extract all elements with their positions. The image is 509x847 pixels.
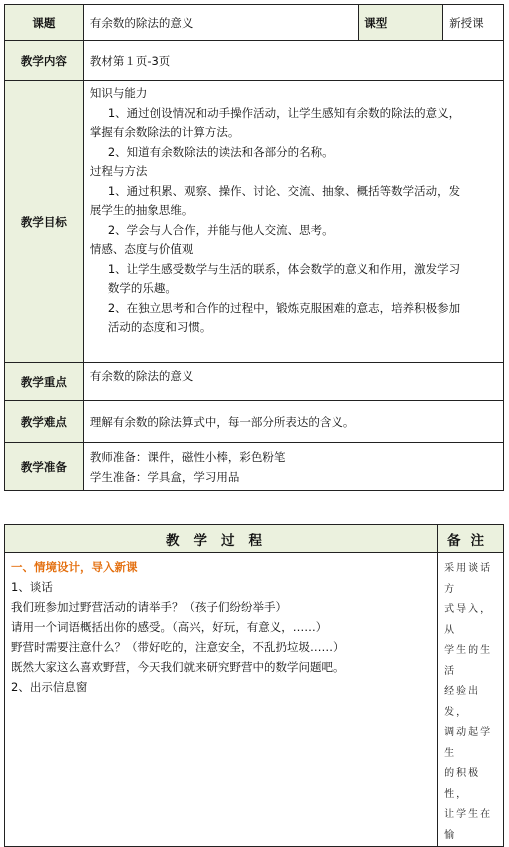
stage-title: 一、情境设计，导入新课 [11,560,138,574]
notes-header: 备注 [438,525,504,553]
goal-text: 2、知道有余数除法的读法和各部分的名称。 [107,144,334,159]
note-line: 经验出发， [444,686,481,718]
goal-text: 1、让学生感受数学与生活的联系，体会数学的意义和作用，激发学习 [107,261,461,276]
note-line: 调动起学生 [444,727,493,759]
goal-text: 数学的乐趣。 [107,281,177,295]
topic-value: 有余数的除法的意义 [83,5,358,41]
goal-text: 1、通过积累、观察、操作、讨论、交流、抽象、概括等数学活动，发 [107,183,461,198]
difficult-point-value: 理解有余数的除法算式中，每一部分所表达的含义。 [83,401,503,443]
goals-heading-process: 过程与方法 [89,164,148,178]
goal-text: 掌握有余数除法的计算方法。 [89,125,240,139]
note-line: 学生的生活 [444,645,493,677]
prep-value [83,443,503,491]
process-body [5,553,438,847]
goals-heading-knowledge: 知识与能力 [89,86,148,100]
prep-teacher: 教师准备：课件，磁性小棒，彩色粉笔 [89,449,286,464]
lesson-plan-table [4,4,504,491]
prep-student: 学生准备：学具盒，学习用品 [89,469,240,484]
teaching-process-table [4,524,504,847]
content-label: 教学内容 [5,41,84,81]
goals-heading-emotion: 情感、态度与价值观 [89,242,194,256]
type-label: 课型 [359,5,443,41]
goal-text: 展学生的抽象思维。 [89,203,194,217]
key-point-value: 有余数的除法的意义 [83,363,503,401]
process-line: 我们班参加过野营活动的请举手？（孩子们纷纷举手） [11,600,287,614]
prep-label: 教学准备 [5,443,84,491]
note-line: 让学生在愉 [444,809,493,841]
content-value: 教材第１页-3页 [83,41,503,81]
key-point-label: 教学重点 [5,363,84,401]
goal-text: 2、在独立思考和合作的过程中，锻炼克服困难的意志，培养积极参加 [107,300,461,315]
process-line: 请用一个词语概括出你的感受。（高兴，好玩，有意义，……） [11,620,328,634]
type-value: 新授课 [443,5,504,41]
notes-body [438,553,504,847]
process-header: 教学过程 [5,525,438,553]
goal-text: 1、通过创设情况和动手操作活动，让学生感知有余数的除法的意义， [107,105,461,120]
topic-label: 课题 [5,5,84,41]
goals-cell [83,81,503,363]
process-line: 1、谈话 [11,580,53,594]
note-line: 式导入，从 [444,604,493,636]
goal-text: 活动的态度和习惯。 [107,320,212,334]
goals-label: 教学目标 [5,81,84,363]
process-line: 既然大家这么喜欢野营，今天我们就来研究野营中的数学问题吧。 [11,660,345,674]
process-line: 野营时需要注意什么？（带好吃的，注意安全，不乱扔垃圾……） [11,640,345,654]
note-line: 采用谈话方 [444,563,493,595]
process-line: 2、出示信息窗 [11,680,88,694]
difficult-point-label: 教学难点 [5,401,84,443]
goal-text: 2、学会与人合作，并能与他人交流、思考。 [107,222,334,237]
note-line: 的积极性， [444,768,481,800]
